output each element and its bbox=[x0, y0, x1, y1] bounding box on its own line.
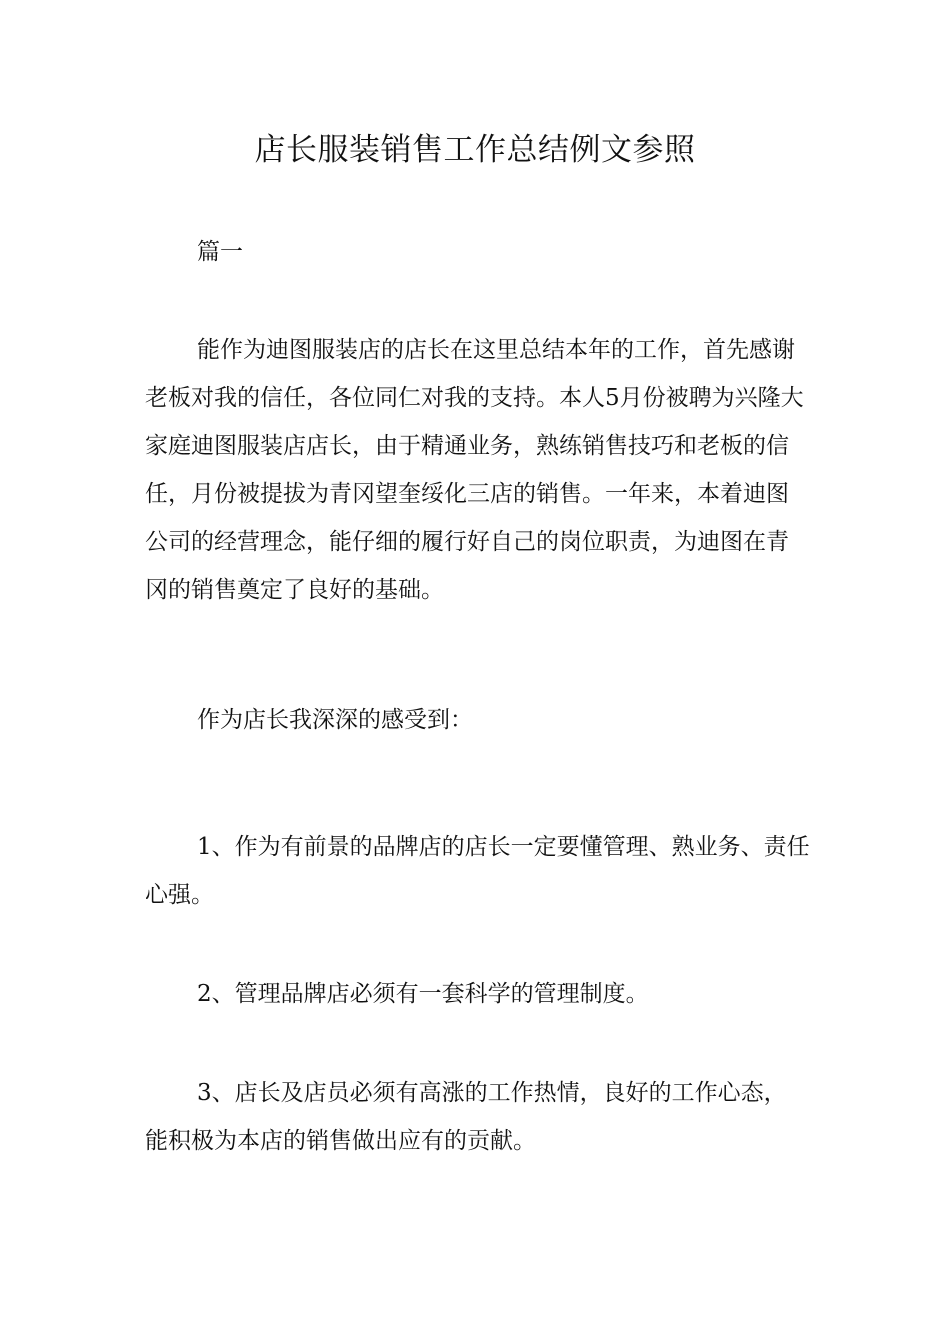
feeling-intro: 作为店长我深深的感受到： bbox=[197, 707, 473, 733]
list-item-point-1: 1、作为有前景的品牌店的店长一定要懂管理、熟业务、责任心强。 bbox=[145, 834, 810, 908]
document-title: 店长服装销售工作总结例文参照 bbox=[254, 132, 696, 168]
list-item-point-3: 3、店长及店员必须有高涨的工作热情，良好的工作心态，能积极为本店的销售做出应有的贡献。 bbox=[145, 1080, 787, 1154]
section-label: 篇一 bbox=[197, 239, 243, 265]
intro-paragraph: 能作为迪图服装店的店长在这里总结本年的工作，首先感谢老板对我的信任，各位同仁对我的支持。本人5月份被聘为兴隆大家庭迪图服装店店长，由于精通业务，熟练销售技巧和老板的信任，月份被提拔为青冈望奎绥化三店的销售。一年来，本着迪图公司的经营理念，能仔细的履行好自己的岗位职责，为迪图在青冈的销售奠定了良好的基础。 bbox=[145, 337, 804, 603]
list-item-point-2: 2、管理品牌店必须有一套科学的管理制度。 bbox=[197, 981, 649, 1007]
